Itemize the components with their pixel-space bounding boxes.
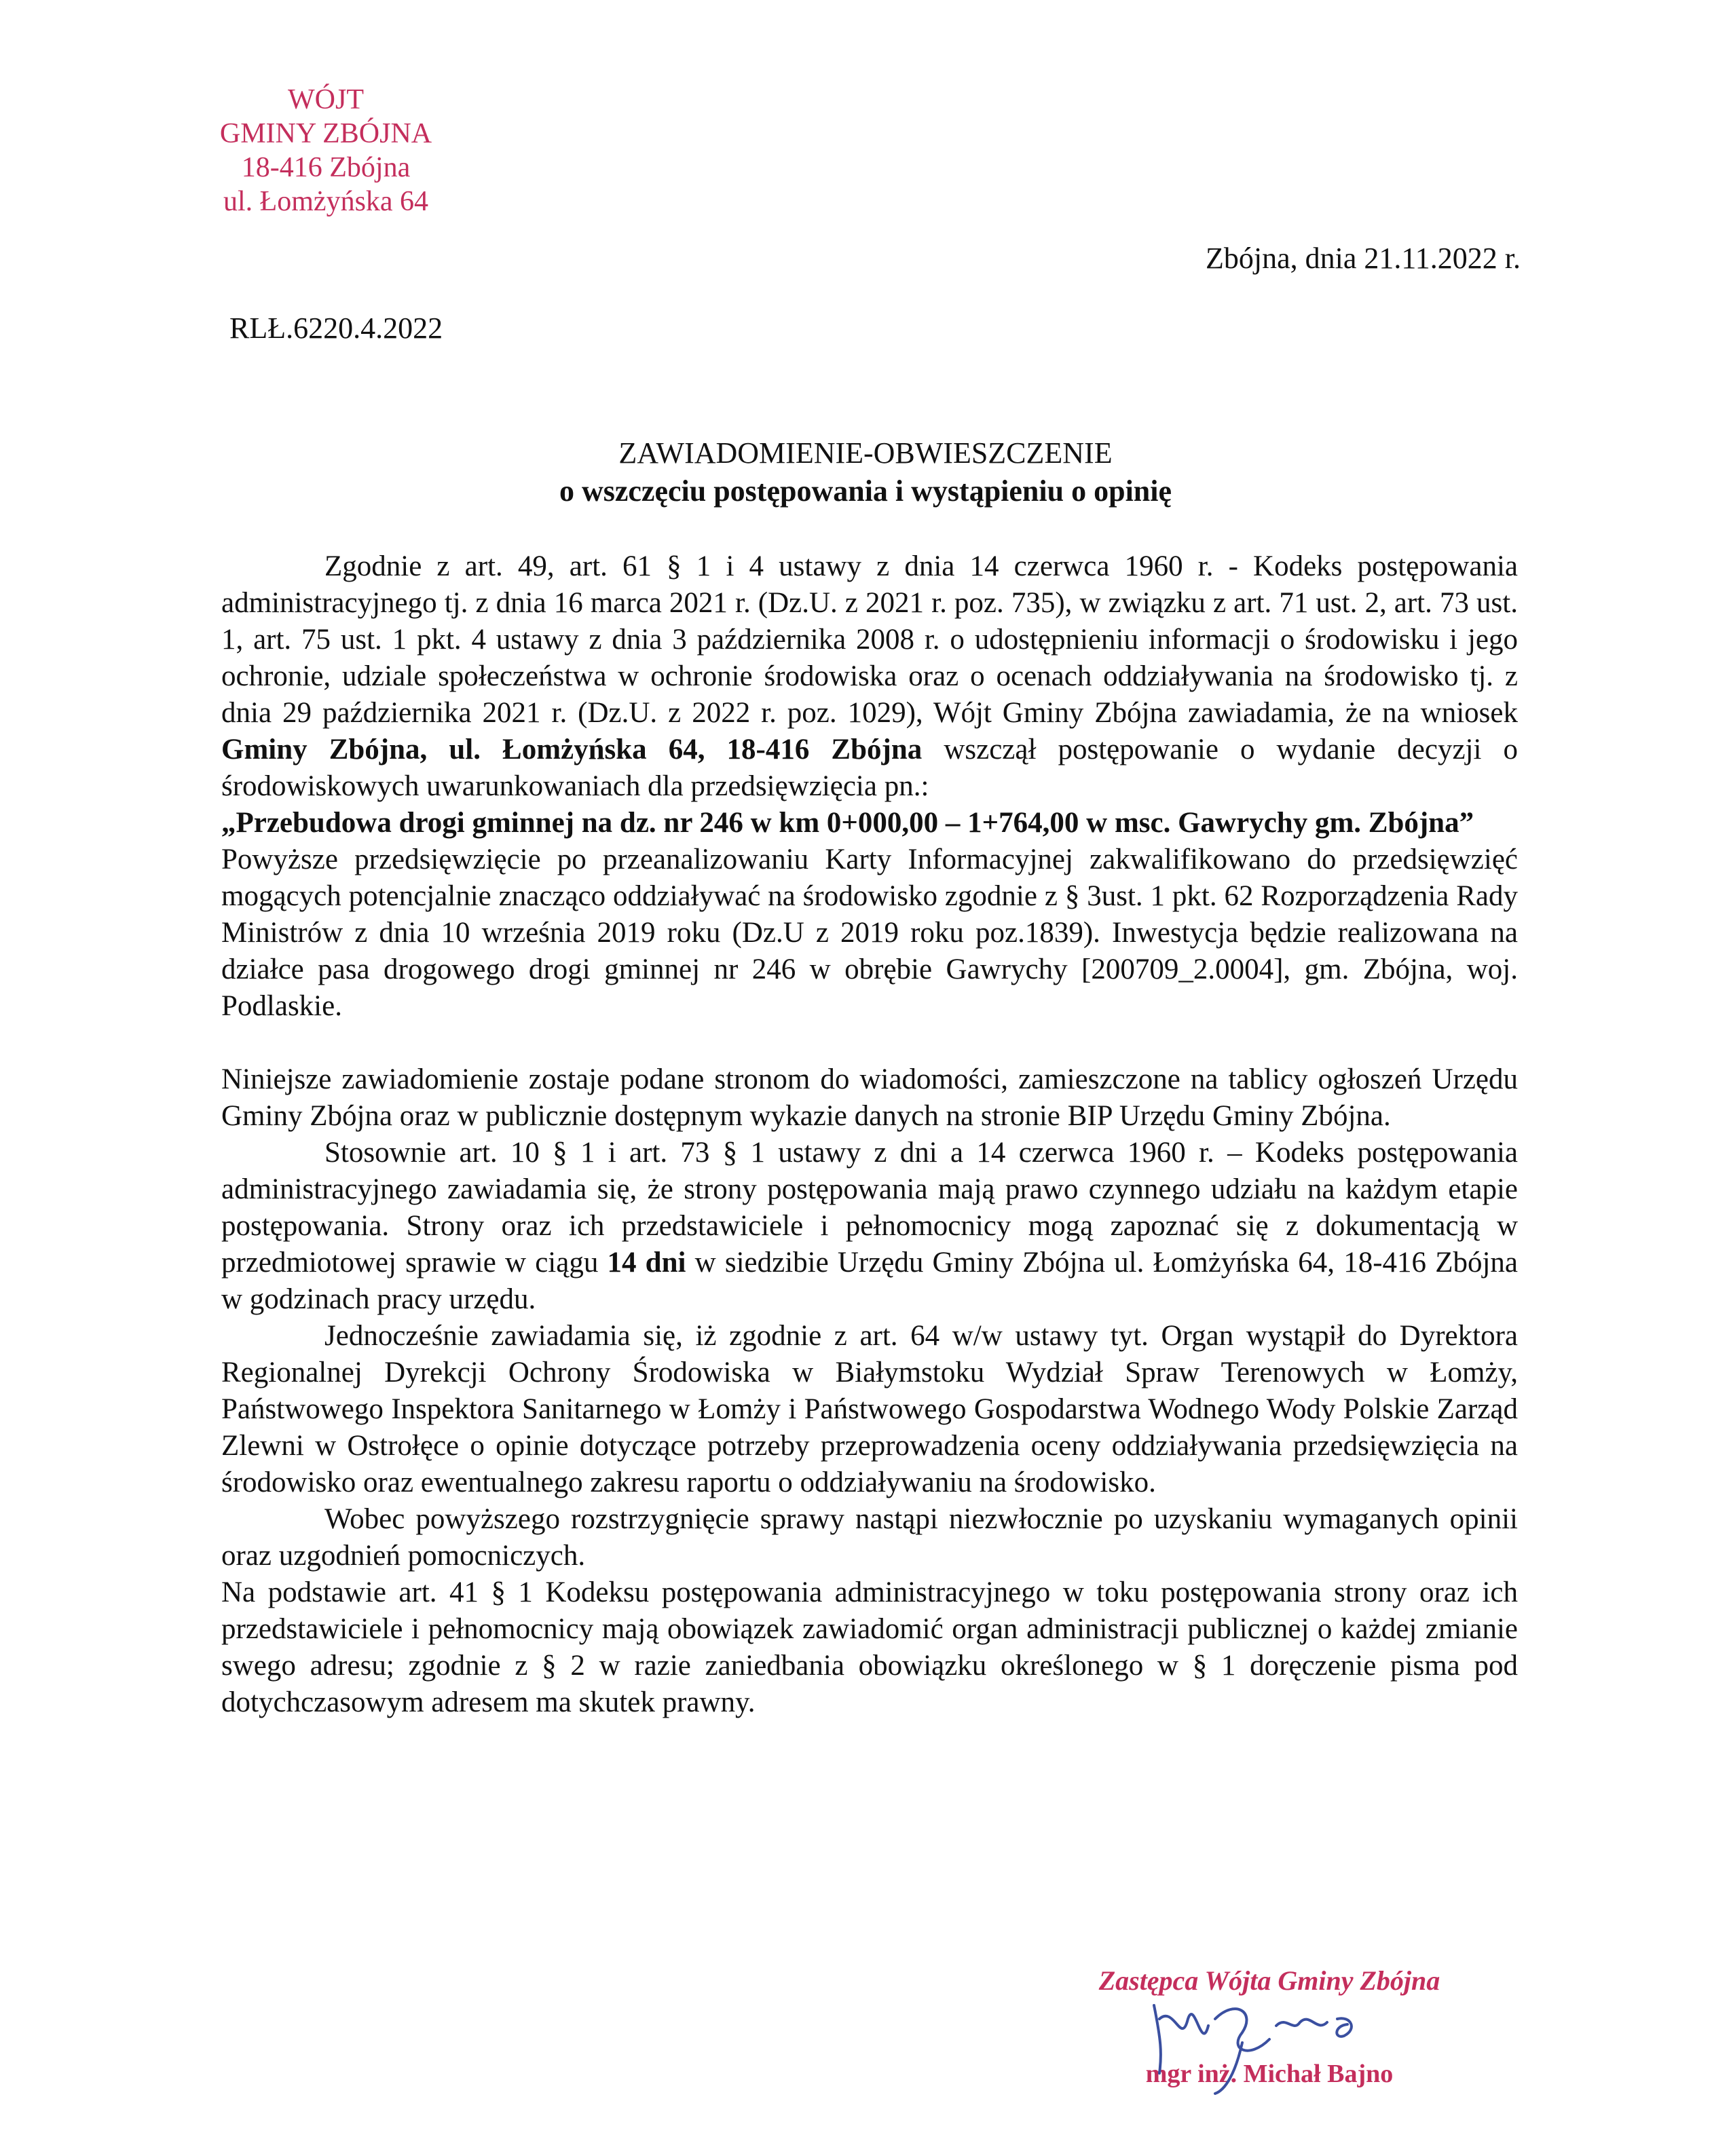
signature-name: mgr inż. Michał Bajno: [1145, 2060, 1394, 2088]
document-body: [221, 548, 1518, 1721]
reference-number: RLŁ.6220.4.2022: [229, 311, 443, 345]
paragraph-parties-rights-text-1: Stosownie art. 10 § 1 i art. 73 § 1 ustawy z dni a 14 czerwca 1960 r. – Kodeks postępowania administracyjnego zawiadamia się, że strony postępowania mają prawo czynnego udziału na każdym etapie postępowania. Strony oraz ich przedstawiciele i pełnomocnicy mogą zapoznać się z dokumentacją w przedmiotowej sprawie w ciągu: [221, 1137, 1518, 1279]
document-date: Zbójna, dnia 21.11.2022 r.: [1206, 242, 1521, 275]
paragraph-parties-rights: [221, 1135, 1518, 1318]
paragraph-legal-basis-text-1: Zgodnie z art. 49, art. 61 § 1 i 4 ustawy z dnia 14 czerwca 1960 r. - Kodeks postępowania administracyjnego tj. z dnia 16 marca 2021 r. (Dz.U. z 2021 r. poz. 735), w związku z art. 71 ust. 2, art. 73 ust. 1, art. 75 ust. 1 pkt. 4 ustawy z dnia 3 października 2008 r. o udostępnieniu informacji o środowisku i jego ochronie, udziale społeczeństwa w ochronie środowiska oraz o ocenach oddziaływania na środowisko tj. z dnia 29 października 2021 r. (Dz.U. z 2022 r. poz. 1029), Wójt Gminy Zbójna zawiadamia, że na wniosek: [221, 550, 1518, 729]
office-stamp: [183, 83, 468, 219]
paragraph-resolution: Wobec powyższego rozstrzygnięcie sprawy nastąpi niezwłocznie po uzyskaniu wymaganych opinii oraz uzgodnień pomocniczych.: [221, 1503, 1518, 1572]
paragraph-legal-basis-text-2: wszczął postępowanie o wydanie decyzji o środowiskowych uwarunkowaniach dla przedsięwzięcia pn.:: [221, 734, 1518, 802]
paragraph-address-change: Na podstawie art. 41 § 1 Kodeksu postępowania administracyjnego w toku postępowania strony oraz ich przedstawiciele i pełnomocnicy mają obowiązek zawiadomić organ administracji publicznej o każdej zmianie swego adresu; zgodnie z § 2 w razie zaniedbania obowiązku określonego w § 1 doręczenie pisma pod dotychczasowym adresem ma skutek prawny.: [221, 1576, 1518, 1718]
document-title: ZAWIADOMIENIE-OBWIESZCZENIE: [618, 436, 1113, 470]
document-subtitle: o wszczęciu postępowania i wystąpieniu o opinię: [559, 474, 1172, 508]
stamp-line-3: 18-416 Zbójna: [241, 152, 411, 183]
paragraph-publication: Niniejsze zawiadomienie zostaje podane stronom do wiadomości, zamieszczone na tablicy ogłoszeń Urzędu Gminy Zbójna oraz w publicznie dostępnym wykazie danych na stronie BIP Urzędu Gminy Zbójna.: [221, 1063, 1518, 1132]
project-name: „Przebudowa drogi gminnej na dz. nr 246 w km 0+000,00 – 1+764,00 w msc. Gawrychy gm. Zbójna”: [221, 807, 1474, 839]
paragraph-legal-basis: [221, 548, 1518, 805]
signature-title: Zastępca Wójta Gminy Zbójna: [1098, 1965, 1440, 1996]
stamp-line-2: GMINY ZBÓJNA: [219, 118, 432, 149]
paragraph-opinions: Jednocześnie zawiadamia się, iż zgodnie z art. 64 w/w ustawy tyt. Organ wystąpił do Dyrektora Regionalnej Dyrekcji Ochrony Środowiska w Białymstoku Wydział Spraw Terenowych w Łomży, Państwowego Inspektora Sanitarnego w Łomży i Państwowego Gospodarstwa Wodnego Wody Polskie Zarząd Zlewni w Ostrołęce o opinie dotyczące potrzeby przeprowadzenia oceny oddziaływania przedsięwzięcia na środowisko oraz ewentualnego zakresu raportu o oddziaływaniu na środowisko.: [221, 1320, 1518, 1498]
signature-stamp: [1059, 1965, 1480, 2089]
stamp-line-4: ul. Łomżyńska 64: [223, 186, 429, 217]
paragraph-parties-rights-text-2: w siedzibie Urzędu Gminy Zbójna ul. Łomżyńska 64, 18-416 Zbójna w godzinach pracy urzędu.: [221, 1247, 1519, 1315]
deadline-days: 14 dni: [607, 1247, 686, 1279]
handwritten-signature: [1140, 1978, 1385, 2107]
document-title-block: [217, 434, 1514, 510]
stamp-line-1: WÓJT: [288, 84, 364, 115]
paragraph-qualification: Powyższe przedsięwzięcie po przeanalizowaniu Karty Informacyjnej zakwalifikowano do przedsięwzięć mogących potencjalnie znacząco oddziaływać na środowisko zgodnie z § 3ust. 1 pkt. 62 Rozporządzenia Rady Ministrów z dnia 10 września 2019 roku (Dz.U z 2019 roku poz.1839). Inwestycja będzie realizowana na działce pasa drogowego drogi gminnej nr 246 w obrębie Gawrychy [200709_2.0004], gm. Zbójna, woj. Podlaskie.: [221, 844, 1518, 1022]
applicant-name: Gminy Zbójna, ul. Łomżyńska 64, 18-416 Zbójna: [221, 734, 923, 765]
